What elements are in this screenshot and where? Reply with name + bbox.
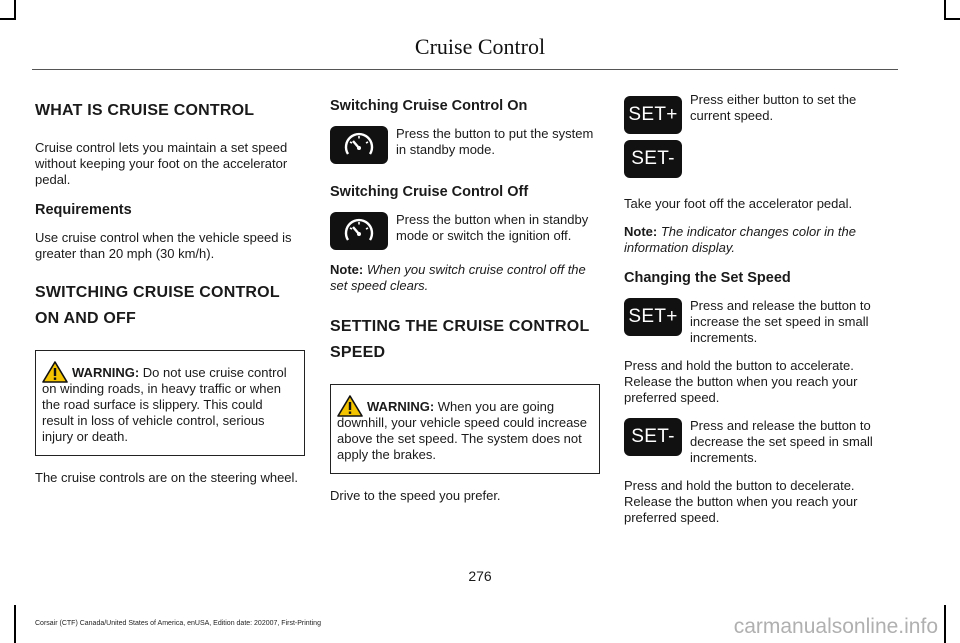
drive-text: Drive to the speed you prefer. <box>330 488 501 503</box>
off-text: Press the button when in standby mode or switch the ignition off. <box>396 212 589 243</box>
warning-label: WARNING: <box>72 365 140 380</box>
section-heading-setting-speed: SETTING THE CRUISE CONTROL SPEED <box>330 318 590 361</box>
warning-box <box>35 350 305 456</box>
warning-box <box>330 384 600 474</box>
warning-label: WARNING: <box>367 399 435 414</box>
set-plus-button: SET+ <box>624 96 682 134</box>
crop-mark <box>944 0 946 20</box>
crop-mark <box>944 605 946 643</box>
page-number: 276 <box>468 568 492 584</box>
note-text: The indicator changes color in the information display. <box>624 224 856 255</box>
decelerate-text: Press and hold the button to decelerate. Release the button when you reach your preferred speed. <box>624 478 858 525</box>
warning-triangle-icon <box>337 395 363 417</box>
intro-text: Cruise control lets you maintain a set speed without keeping your foot on the accelerator pedal. <box>35 140 288 187</box>
off-instruction <box>330 212 600 250</box>
changing-set-speed-heading: Changing the Set Speed <box>624 270 791 286</box>
speedometer-icon <box>342 218 376 244</box>
header-divider <box>32 69 898 70</box>
increase-instruction <box>624 298 886 346</box>
controls-text: The cruise controls are on the steering wheel. <box>35 470 299 485</box>
requirements-text: Use cruise control when the vehicle speed is greater than 20 mph (30 km/h). <box>35 230 292 261</box>
set-minus-row <box>624 140 886 178</box>
requirements-heading: Requirements <box>35 202 132 218</box>
warning-triangle-icon <box>42 361 68 383</box>
section-heading-switching: SWITCHING CRUISE CONTROL ON AND OFF <box>35 284 280 327</box>
set-plus-button: SET+ <box>624 298 682 336</box>
cruise-button <box>330 126 388 164</box>
crop-mark <box>944 18 960 20</box>
decrease-text: Press and release the button to decrease the set speed in small increments. <box>690 418 873 465</box>
column-1 <box>35 92 305 498</box>
watermark: carmanualsonline.info <box>733 615 938 638</box>
warning-text: When you are going downhill, your vehicle speed could increase above the set speed. The system does not apply the brakes. <box>337 399 588 462</box>
set-minus-button: SET- <box>624 140 682 178</box>
on-instruction <box>330 126 600 164</box>
cruise-button <box>330 212 388 250</box>
footer-edition: Corsair (CTF) Canada/United States of America, enUSA, Edition date: 202007, First-Printing <box>35 620 321 627</box>
switching-off-heading: Switching Cruise Control Off <box>330 184 529 200</box>
column-2 <box>330 92 600 516</box>
note <box>624 224 886 256</box>
warning-text: Do not use cruise control on winding roads, in heavy traffic or when the road surface is slippery. This could result in loss of vehicle control, serious injury or death. <box>42 365 287 444</box>
decrease-instruction <box>624 418 886 466</box>
accelerate-text: Press and hold the button to accelerate. Release the button when you reach your preferred speed. <box>624 358 858 405</box>
page-header-title: Cruise Control <box>414 34 546 59</box>
note-label: Note: <box>624 224 658 239</box>
speedometer-icon <box>342 132 376 158</box>
press-either-text: Press either button to set the current speed. <box>690 92 857 123</box>
increase-text: Press and release the button to increase the set speed in small increments. <box>690 298 871 345</box>
set-instruction <box>624 92 886 134</box>
on-text: Press the button to put the system in standby mode. <box>396 126 594 157</box>
foot-off-text: Take your foot off the accelerator pedal. <box>624 196 853 211</box>
crop-mark <box>14 605 16 643</box>
crop-mark <box>14 0 16 20</box>
section-heading-what-is: WHAT IS CRUISE CONTROL <box>35 102 255 119</box>
switching-on-heading: Switching Cruise Control On <box>330 98 528 114</box>
set-minus-button: SET- <box>624 418 682 456</box>
note-text: When you switch cruise control off the set speed clears. <box>330 262 586 293</box>
note-label: Note: <box>330 262 364 277</box>
note <box>330 262 600 294</box>
column-3 <box>624 92 886 538</box>
